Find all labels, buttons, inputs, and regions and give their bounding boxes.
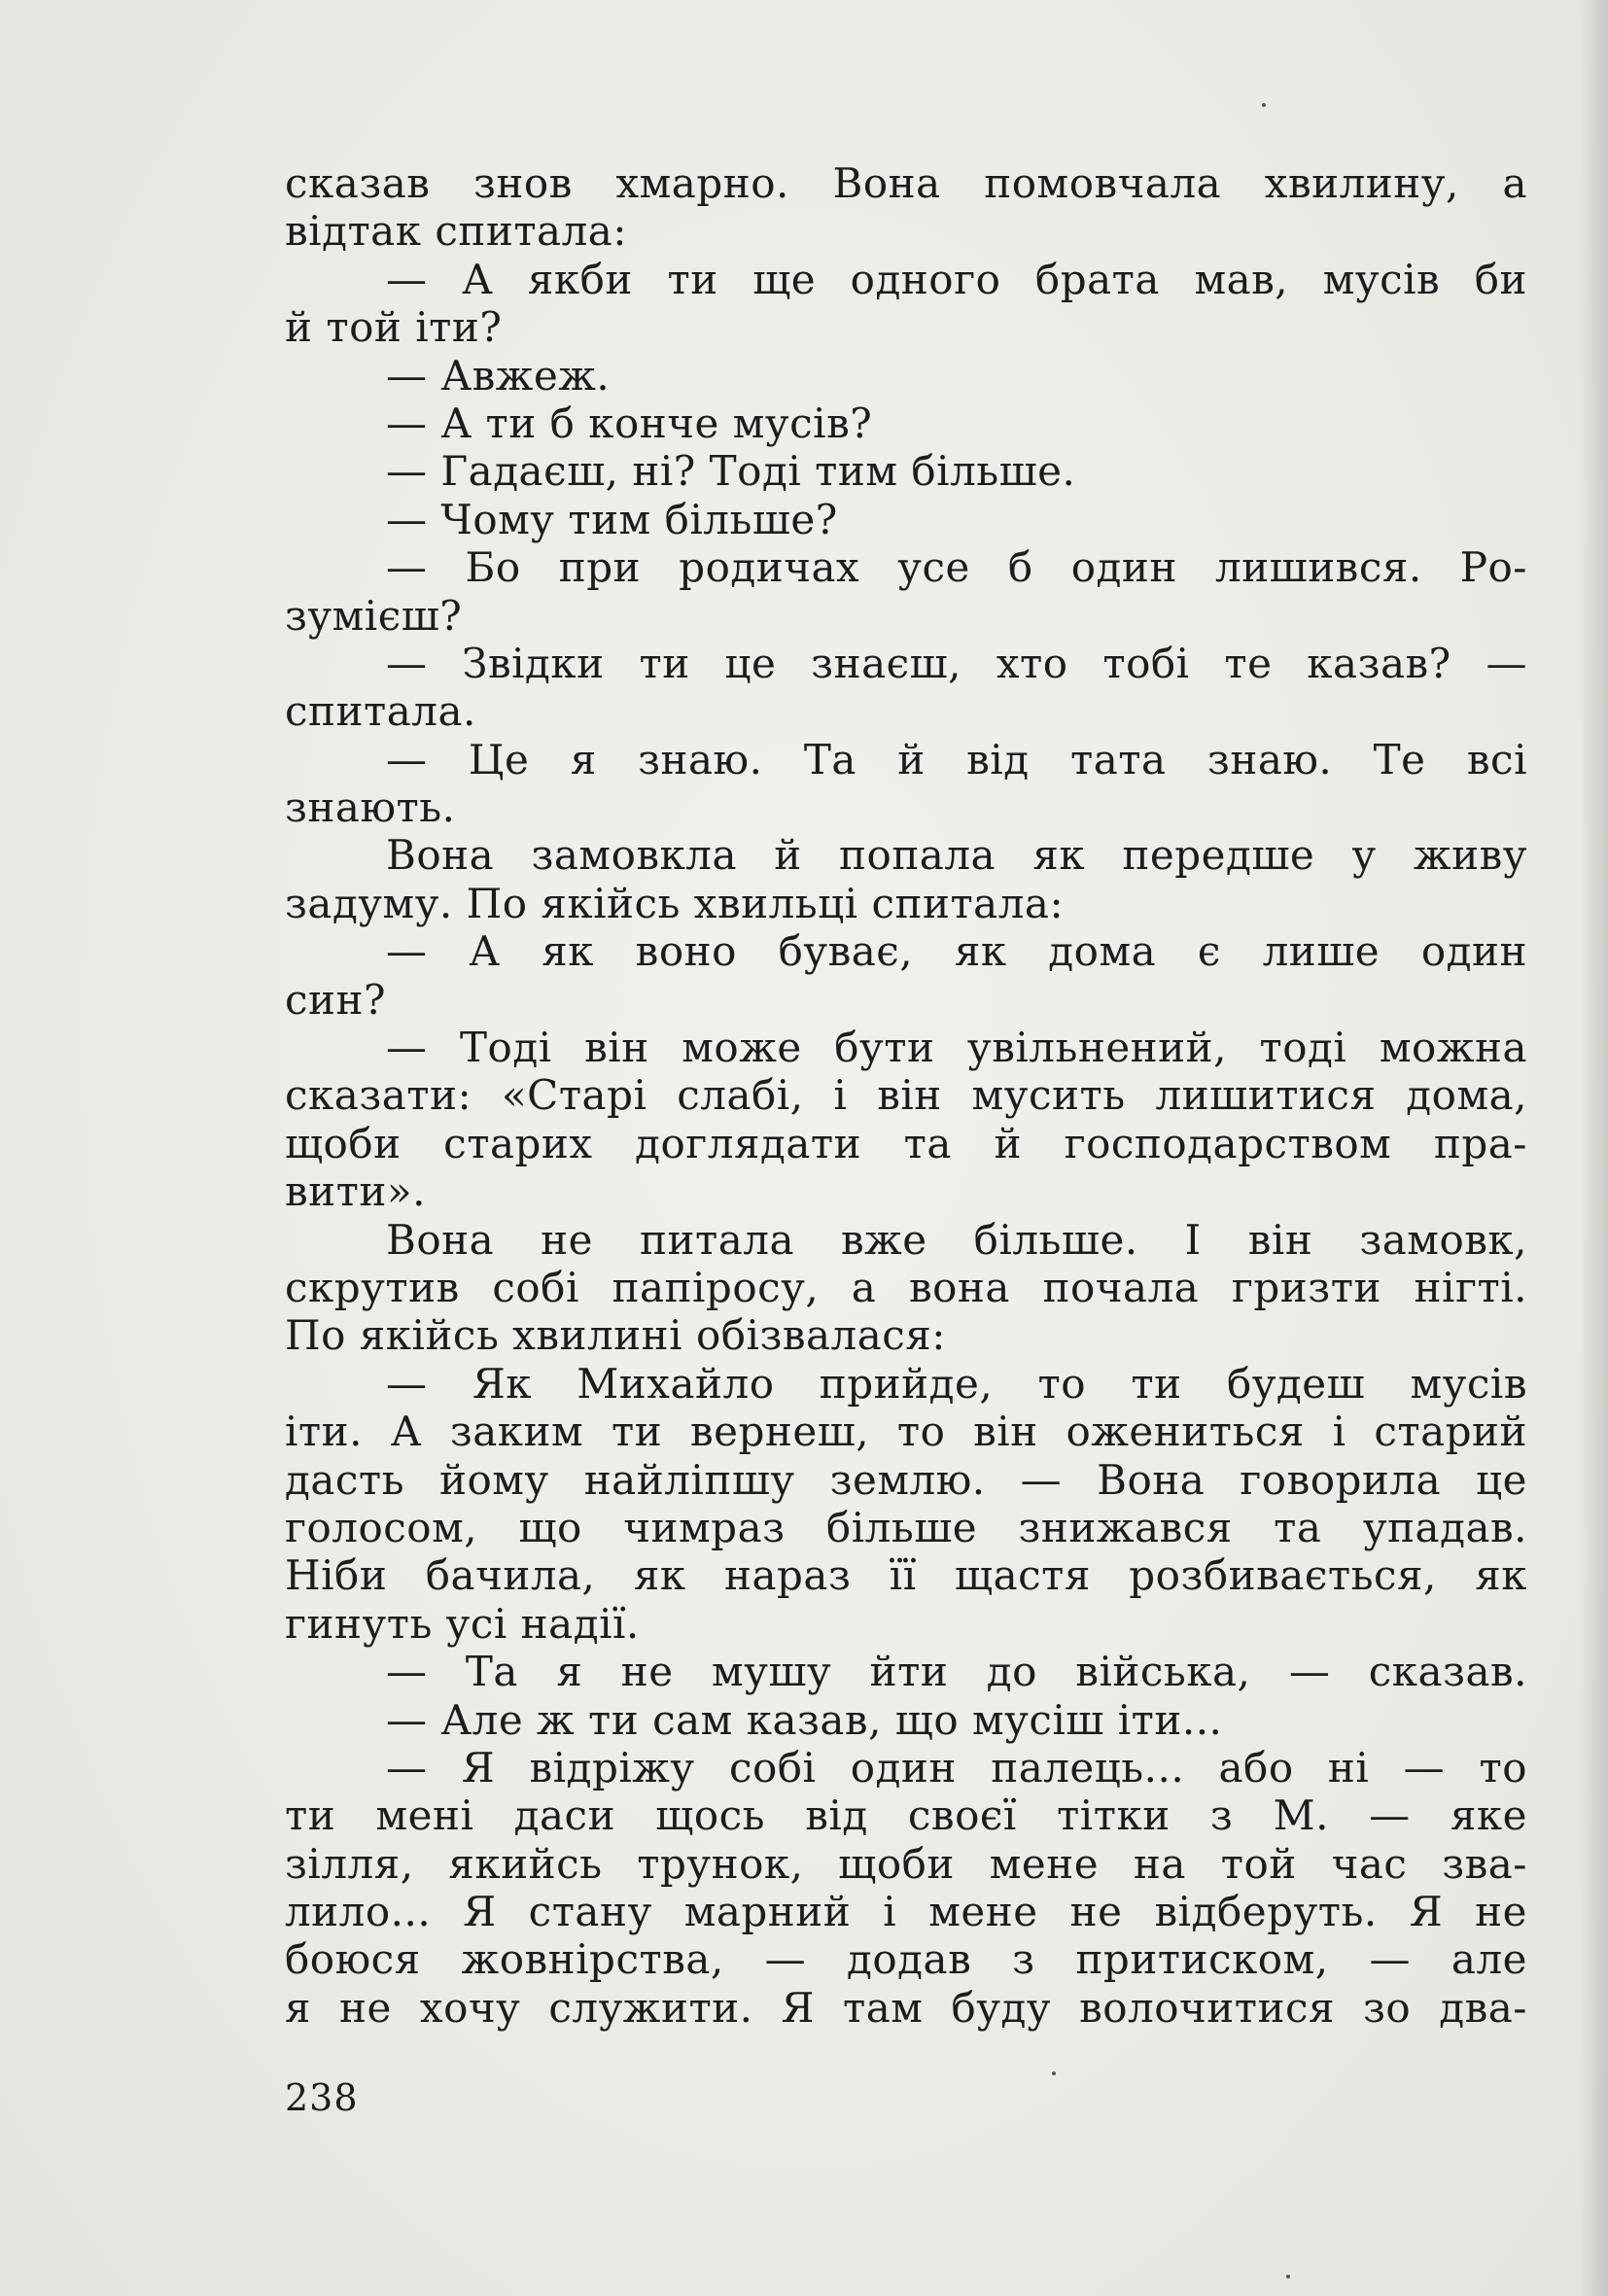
text-line: — Бо при родичах усе б один лишився. Ро- — [386, 543, 1527, 592]
text-line: Вона замовкла й попала як передше у живу — [386, 831, 1527, 880]
text-line: — А як воно буває, як дома є лише один — [386, 927, 1527, 976]
text-line: Вона не питала вже більше. І він замовк, — [386, 1215, 1527, 1264]
text-line: — Це я знаю. Та й від тата знаю. Те всі — [386, 735, 1527, 783]
text-line: ти мені даси щось від своєї тітки з М. — яке — [285, 1792, 1527, 1840]
text-line: — Та я не мушу йти до війська, — сказав. — [386, 1648, 1527, 1696]
text-line: лило... Я стану марний і мене не відберуть. Я не — [285, 1888, 1527, 1936]
text-line: Ніби бачила, як нараз її щастя розбивається, як — [285, 1551, 1527, 1600]
text-line: — Авжеж. — [386, 351, 611, 400]
text-line: син? — [285, 975, 387, 1024]
text-line: гинуть усі надії. — [285, 1599, 640, 1648]
body-text — [285, 159, 1527, 2032]
text-line: спитала. — [285, 687, 476, 736]
text-line: знають. — [285, 783, 456, 832]
text-line: — Чому тим більше? — [386, 495, 838, 543]
text-line: По якійсь хвилині обізвалася: — [285, 1311, 946, 1360]
text-line: — Звідки ти це знаєш, хто тобі те казав? — — [386, 639, 1527, 687]
text-line: скрутив собі папіросу, а вона почала гризти нігті. — [285, 1263, 1527, 1311]
text-line: — А якби ти ще одного брата мав, мусів би — [386, 255, 1527, 303]
page-number: 238 — [285, 2076, 359, 2119]
text-line: дасть йому найліпшу землю. — Вона говорила це — [285, 1455, 1527, 1504]
text-line: вити». — [285, 1167, 426, 1216]
text-line: боюся жовнірства, — додав з притиском, — але — [285, 1935, 1527, 1984]
text-line: — А ти б конче мусів? — [386, 399, 873, 447]
text-line: щоби старих доглядати та й господарством пра- — [285, 1119, 1527, 1167]
text-line: — Як Михайло прийде, то ти будеш мусів — [386, 1359, 1527, 1408]
text-line: відтак спитала: — [285, 207, 627, 256]
text-line: й той іти? — [285, 303, 503, 352]
text-line: голосом, що чимраз більше знижався та упадав. — [285, 1503, 1527, 1551]
text-line: — Але ж ти сам казав, що мусіш іти... — [386, 1695, 1223, 1744]
text-line: зілля, якийсь трунок, щоби мене на той час зва- — [285, 1839, 1527, 1888]
text-line: — Я відріжу собі один палець... або ні — то — [386, 1743, 1527, 1792]
text-line: сказав знов хмарно. Вона помовчала хвилину, а — [285, 159, 1527, 207]
text-line: — Тоді він може бути увільнений, тоді можна — [386, 1024, 1527, 1072]
print-speck — [1262, 103, 1266, 107]
text-line: я не хочу служити. Я там буду волочитися зо два- — [285, 1983, 1527, 2032]
text-line: — Гадаєш, ні? Тоді тим більше. — [386, 447, 1076, 496]
text-line: сказати: «Старі слабі, і він мусить лишитися дома, — [285, 1071, 1527, 1120]
print-speck — [1052, 2071, 1056, 2075]
page-edge-shadow — [1579, 0, 1608, 2296]
text-line: зумієш? — [285, 591, 463, 640]
text-line: іти. А заким ти вернеш, то він ожениться і старий — [285, 1408, 1527, 1456]
print-speck — [1286, 2275, 1290, 2279]
text-line: задуму. По якійсь хвильці спитала: — [285, 879, 1065, 927]
